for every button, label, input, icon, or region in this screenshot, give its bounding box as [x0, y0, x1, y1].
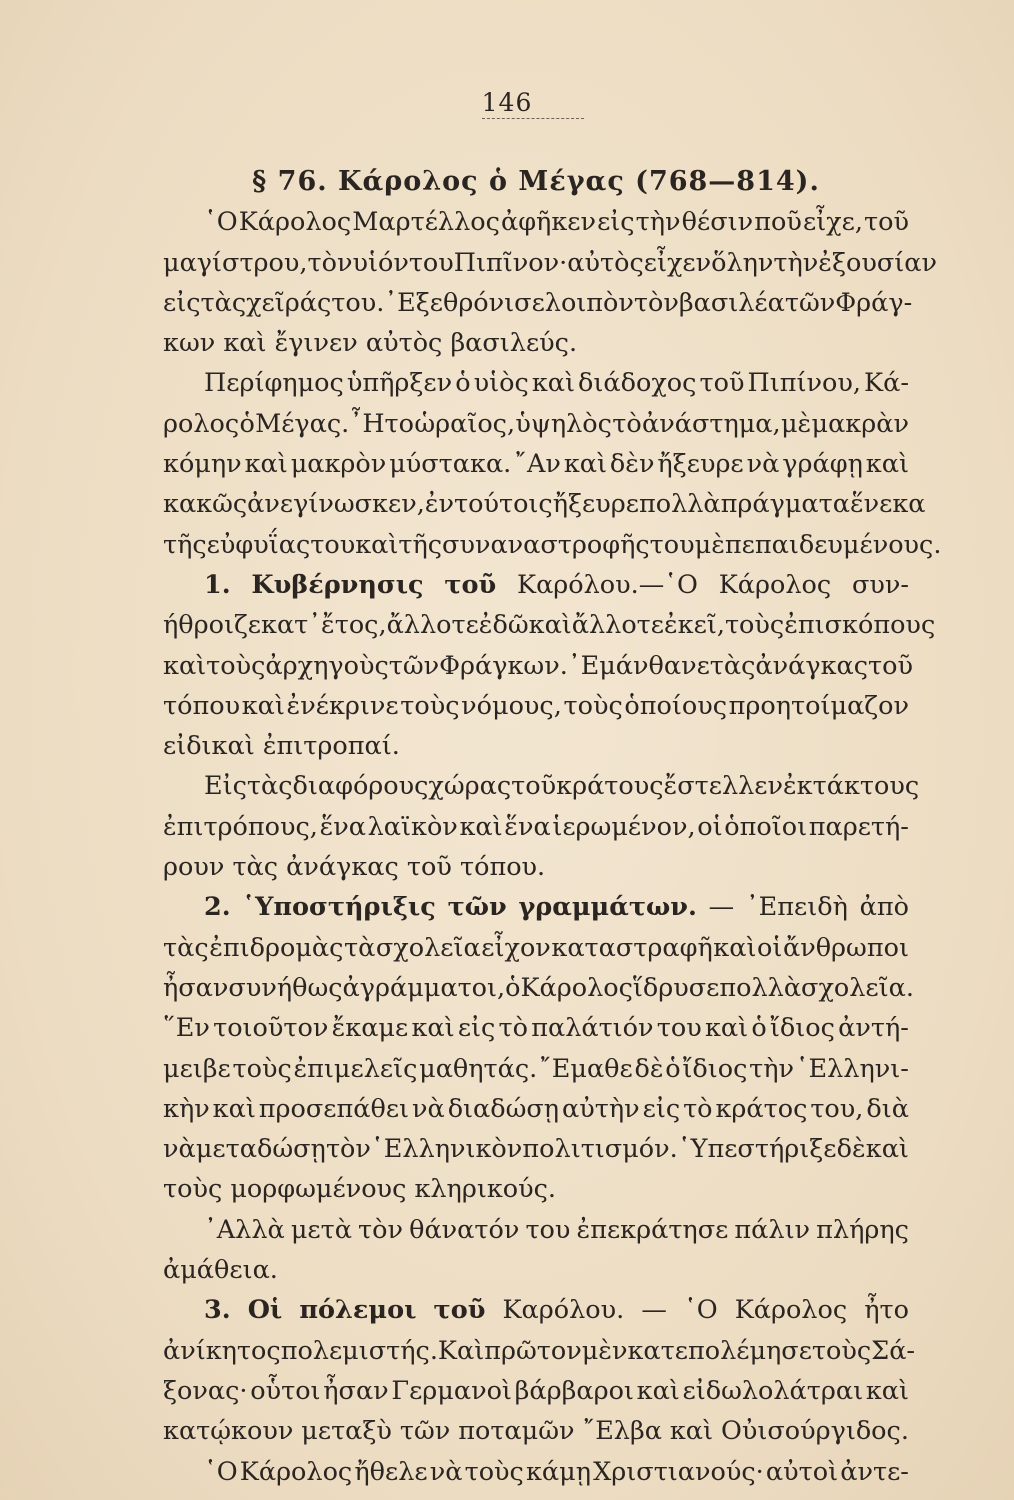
text-line: τὰς ἐπιδρομὰς τὰ σχολεῖα εἶχον καταστραφῆ καὶ οἱ ἄνθρωποι	[163, 932, 909, 963]
text-line: 2. ῾Υποστήριξις τῶν γραμμάτων. — ᾿Επειδὴ ἀπὸ	[204, 892, 909, 923]
text-line: Εἰς τὰς διαφόρους χώρας τοῦ κράτους ἔστελλεν ἐκτάκτους	[204, 771, 920, 802]
text-line: Περίφημος ὑπῆρξεν ὁ υἱὸς καὶ διάδοχος τοῦ Πιπίνου, Κά-	[204, 368, 909, 399]
text-line: 1. Κυβέρνησις τοῦ Καρόλου.—῾Ο Κάρολος συν-	[204, 569, 909, 600]
page-number-rule	[482, 118, 584, 119]
text-line: ήθροιζε κατ᾿ ἔτος, ἄλλοτε ἐδῶ καὶ ἄλλοτε ἐκεῖ, τοὺς ἐπισκόπους	[163, 610, 936, 641]
text-line: 3. Οἱ πόλεμοι τοῦ Καρόλου. — ῾Ο Κάρολος ἦτο	[204, 1295, 909, 1326]
text-line: ξονας· οὗτοι ἦσαν Γερμανοὶ βάρβαροι καὶ εἰδωλολάτραι καὶ	[163, 1375, 909, 1406]
text-line: κὴν καὶ προσεπάθει νὰ διαδώσῃ αὐτὴν εἰς τὸ κράτος του, διὰ	[163, 1093, 909, 1124]
text-line: ῾Ο Κάρολος ἤθελε νὰ τοὺς κάμῃ Χριστιανούς· αὐτοὶ ἀντε-	[204, 1456, 909, 1487]
page-number: 146	[481, 88, 533, 117]
text-line: κων καὶ ἔγινεν αὐτὸς βασιλεύς.	[163, 328, 578, 359]
text-line: καὶ τοὺς ἀρχηγοὺς τῶν Φράγκων. ᾿Εμάνθανε τὰς ἀνάγκας τοῦ	[163, 650, 913, 681]
text-line: ἦσαν συνήθως ἀγράμματοι, ὁ Κάρολος ἵδρυσε πολλὰ σχολεῖα.	[163, 972, 914, 1003]
text-line: κακῶς ἀνεγίνωσκεν, ἐν τούτοις ἤξευρε πολλὰ πράγματα ἕνεκα	[163, 489, 926, 520]
text-line: ἀμάθεια.	[163, 1255, 278, 1286]
text-line: § 76. Κάρολος ὁ Μέγας (768—814).	[252, 166, 820, 197]
text-line: ρολος ὁ Μέγας. ῏Ητο ὡραῖος, ὑψηλὸς τὸ ἀνάστημα, μὲ μακρὰν	[163, 408, 909, 439]
text-line: μαγίστρου, τὸν υἱόν του Πιπῖνον· αὐτὸς εἶχεν ὅλην τὴν ἐξουσίαν	[163, 247, 938, 278]
text-line: ρουν τὰς ἀνάγκας τοῦ τόπου.	[163, 852, 546, 883]
text-line: τοὺς μορφωμένους κληρικούς.	[163, 1174, 556, 1205]
text-line: ῞Εν τοιοῦτον ἔκαμε καὶ εἰς τὸ παλάτιόν του καὶ ὁ ἴδιος ἀντή-	[163, 1013, 909, 1044]
text-line: μειβε τοὺς ἐπιμελεῖς μαθητάς. ῎Εμαθε δὲ ὁ ἴδιος τὴν ῾Ελληνι-	[163, 1053, 909, 1084]
text-line: εἰδικαὶ ἐπιτροπαί.	[163, 731, 400, 762]
text-line: κατῴκουν μεταξὺ τῶν ποταμῶν ῎Ελβα καὶ Οὐισούργιδος.	[163, 1416, 909, 1447]
text-line: κόμην καὶ μακρὸν μύστακα. ῎Αν καὶ δὲν ἤξευρε νὰ γράφῃ καὶ	[163, 449, 909, 480]
text-line: τόπου καὶ ἐνέκρινε τοὺς νόμους, τοὺς ὁποίους προητοίμαζον	[163, 690, 909, 721]
text-line: νὰ μεταδώσῃ τὸν ῾Ελληνικὸν πολιτισμόν. ῾Υπεστήριξε δὲ καὶ	[163, 1134, 909, 1165]
text-line: ᾿Αλλὰ μετὰ τὸν θάνατόν του ἐπεκράτησε πάλιν πλήρης	[204, 1214, 909, 1245]
text-line: ἀνίκητος πολεμιστής. Καὶ πρῶτον μὲν κατεπολέμησε τοὺς Σά-	[163, 1335, 916, 1366]
text-line: ῾Ο Κάρολος Μαρτέλλος ἀφῆκεν εἰς τὴν θέσιν ποῦ εἶχε, τοῦ	[204, 207, 909, 238]
text-line: ἐπιτρόπους, ἕνα λαϊκὸν καὶ ἕνα ἱερωμένον, οἱ ὁποῖοι παρετή-	[163, 811, 909, 842]
text-line: τῆς εὐφυΐας του καὶ τῆς συναναστροφῆς του μὲ πεπαιδευμένους.	[163, 529, 942, 560]
body-text	[163, 162, 942, 1492]
text-line: εἰς τὰς χεῖράς του. ᾿Εξεθρόνισε λοιπὸν τὸν βασιλέα τῶν Φράγ-	[163, 287, 913, 318]
